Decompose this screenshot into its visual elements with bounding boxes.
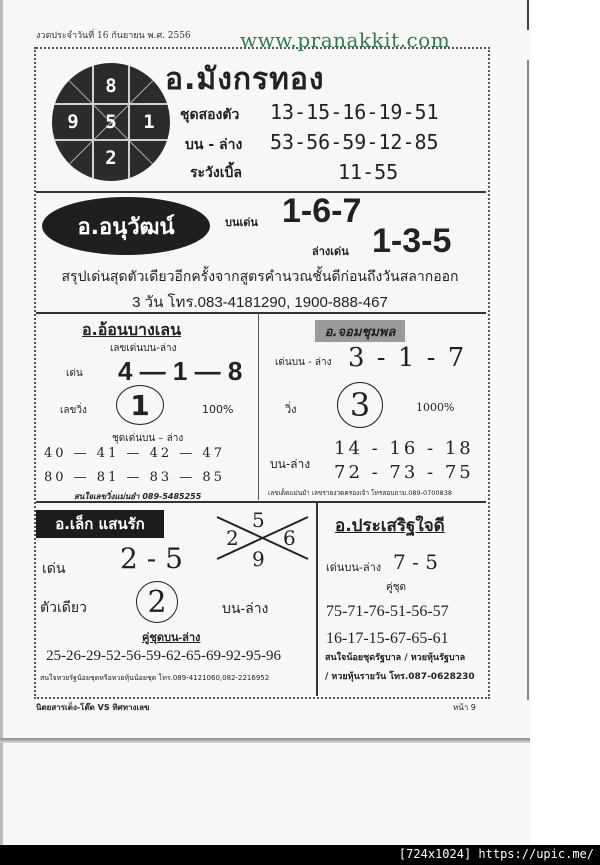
set-row: 75-71-76-51-56-57 bbox=[326, 603, 449, 620]
pair-label: บน-ล่าง bbox=[270, 457, 311, 471]
pairs-value: 25-26-29-52-56-59-62-65-69-92-95-96 bbox=[46, 648, 281, 664]
pair-row: 14 - 16 - 18 bbox=[334, 438, 474, 459]
contact-text: 3 วัน โทร.083-4181290, 1900-888-467 bbox=[132, 294, 388, 311]
main-label: เด่น bbox=[66, 368, 83, 379]
row-label: ชุดสองตัว bbox=[180, 107, 240, 123]
website-link[interactable]: www.pranakkit.com bbox=[240, 28, 451, 52]
cross-left-number: 2 bbox=[226, 526, 239, 550]
page-number: หน้า 9 bbox=[453, 703, 476, 712]
run-value-circle: 3 bbox=[337, 382, 383, 428]
publication-name: นิตยสารเด็ง-โต๊ด VS ทิศทางเลข bbox=[36, 703, 150, 712]
row-label: ระวังเบิ้ล bbox=[190, 165, 242, 181]
wheel-left-number: 9 bbox=[67, 111, 79, 133]
set-row: 16-17-15-67-65-61 bbox=[326, 630, 449, 647]
bottom-label: ล่างเด่น bbox=[312, 245, 349, 258]
divider bbox=[527, 60, 529, 700]
section-divider bbox=[36, 501, 486, 503]
section-title-badge: อ.จอมชุมพล bbox=[315, 320, 405, 342]
run-percent: 100% bbox=[202, 403, 234, 416]
column-divider bbox=[316, 502, 318, 696]
grid-line bbox=[52, 139, 170, 141]
top-value: 1-6-7 bbox=[282, 192, 362, 230]
summary-text: สรุปเด่นสุดตัวเดียวอีกครั้งจากสูตรคำนวณชั้นดีก่อนถึงวันสลากออก bbox=[61, 268, 459, 284]
main-label: เด่นบน-ล่าง bbox=[326, 561, 382, 574]
single-suffix: บน-ล่าง bbox=[222, 600, 269, 616]
run-value-circle: 1 bbox=[116, 385, 164, 425]
top-label: บนเด่น bbox=[225, 216, 258, 229]
row-label: บน - ล่าง bbox=[185, 137, 243, 153]
section-title: อ.อ้อนบางเลน bbox=[82, 320, 182, 339]
main-label: เด่น bbox=[42, 560, 66, 576]
pair-row: 72 - 73 - 75 bbox=[334, 462, 474, 483]
row-value: 11-55 bbox=[338, 160, 399, 184]
scan-edge bbox=[0, 738, 530, 743]
wheel-center-number: 5 bbox=[105, 111, 117, 133]
image-host-watermark: [724x1024] https://upic.me/ bbox=[398, 847, 594, 861]
run-percent: 1000% bbox=[416, 401, 455, 414]
subtitle: เลขเด่นบน-ล่าง bbox=[110, 343, 177, 354]
set-label: ชุดเด่นบน – ล่าง bbox=[112, 433, 184, 444]
main-label: เด่นบน - ล่าง bbox=[275, 357, 332, 368]
cross-bottom-number: 9 bbox=[252, 547, 265, 571]
run-label: เลขวิ่ง bbox=[60, 405, 87, 416]
set-row: 80 — 81 — 83 — 85 bbox=[44, 470, 225, 485]
contact-footer: สนใจเลขวิ่งแม่นยำ 089-5485255 bbox=[74, 492, 202, 501]
issue-date: งวดประจำวันที่ 16 กันยายน พ.ศ. 2556 bbox=[36, 31, 191, 41]
bottom-value: 1-3-5 bbox=[372, 222, 452, 260]
scan-edge bbox=[0, 0, 3, 845]
contact-footer: / หวยหุ้นรายวัน โทร.087-0628230 bbox=[325, 672, 475, 682]
number-wheel bbox=[52, 63, 170, 181]
single-value-circle: 2 bbox=[136, 581, 178, 623]
main-value: 7 - 5 bbox=[393, 550, 438, 574]
section-title: อ.ประเสริฐใจดี bbox=[335, 516, 445, 536]
main-value: 3 - 1 - 7 bbox=[348, 343, 467, 373]
section-divider bbox=[36, 312, 486, 314]
page-margin bbox=[530, 0, 600, 845]
run-label: วิ่ง bbox=[285, 403, 297, 416]
set-row: 40 — 41 — 42 — 47 bbox=[44, 446, 225, 461]
set-label: คู่ชุด bbox=[386, 582, 406, 593]
pairs-label: คู่ชุดบน-ล่าง bbox=[142, 632, 201, 644]
grid-line bbox=[128, 63, 130, 181]
single-label: ตัวเดียว bbox=[40, 599, 87, 615]
section-title-badge: อ.อนุวัฒน์ bbox=[42, 197, 210, 255]
cross-top-number: 5 bbox=[252, 508, 265, 532]
section-divider bbox=[36, 191, 486, 193]
section-title: อ.มังกรทอง bbox=[165, 62, 325, 97]
column-divider bbox=[258, 313, 259, 500]
grid-line bbox=[92, 63, 94, 181]
cross-right-number: 6 bbox=[283, 526, 296, 550]
contact-footer: สนใจน้อยชุดรัฐบาล / หวยหุ้นรัฐบาล bbox=[325, 653, 466, 663]
row-value: 13-15-16-19-51 bbox=[270, 100, 439, 124]
divider bbox=[527, 0, 529, 30]
main-value: 4 — 1 — 8 bbox=[118, 356, 243, 386]
row-value: 53-56-59-12-85 bbox=[270, 130, 439, 154]
grid-line bbox=[52, 103, 170, 105]
wheel-top-number: 8 bbox=[105, 75, 117, 97]
wheel-right-number: 1 bbox=[143, 111, 155, 133]
main-value: 2 - 5 bbox=[120, 542, 183, 575]
section-title-badge: อ.เล็ก แสนรัก bbox=[36, 510, 164, 538]
contact-footer: สนใจหวยรัฐน้อยชุดหรือหวยหุ้นน้อยชุด โทร.089-4121060,082-2216952 bbox=[40, 674, 270, 682]
wheel-bottom-number: 2 bbox=[105, 147, 117, 169]
contact-footer: เลขเด็ดแม่นยำ เลขรายงวดครองเจ้า โทรสอบถาม.089-0700838 bbox=[268, 489, 452, 497]
